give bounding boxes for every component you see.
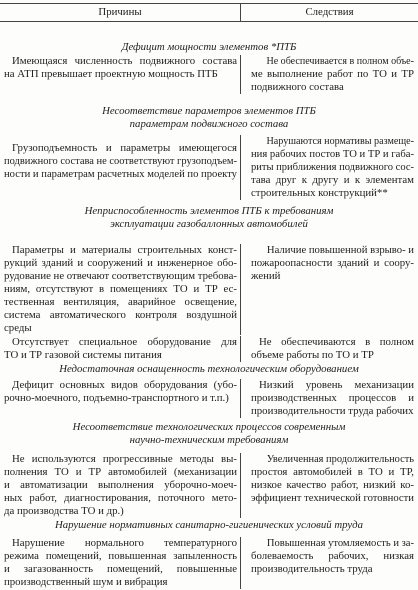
table-body — [0, 41, 418, 589]
table-row — [0, 135, 418, 200]
consequence-text: болеваемость рабочих, низкая — [251, 550, 414, 562]
cause-text: и автоматизации выполнения уборочно-моеч- — [4, 479, 237, 491]
consequence-text: ния рабочих постов ТО и ТР и габа- — [251, 148, 414, 160]
cause-text: режима помещений, повышенная запыленность — [4, 550, 237, 562]
consequence-text-line — [251, 161, 414, 174]
consequence-cell — [240, 135, 418, 200]
cause-text: Дефицит основных видов оборудования (убо- — [12, 379, 237, 391]
cause-text: ниям, отсутствуют в помещениях ТО и ТР ес- — [4, 283, 237, 295]
table-row — [0, 336, 418, 362]
consequence-text-line — [251, 244, 414, 257]
section-heading-line: Дефицит мощности элементов *ПТБ — [121, 41, 297, 53]
consequence-text-line — [251, 270, 414, 283]
cause-text-line — [4, 479, 237, 492]
cause-text: рукций зданий и сооружений и инженерное обо- — [4, 257, 237, 269]
consequence-text: Увеличенная продолжительность — [266, 453, 414, 465]
cause-text: тественная вентиляция, аварийное освещение, — [4, 296, 237, 308]
cause-text-line — [4, 283, 237, 296]
consequence-text: Повышенная утомляемость и за- — [266, 537, 414, 549]
cause-text-line — [4, 505, 237, 518]
cause-text: среды — [4, 322, 32, 334]
section-heading-line: Неприспособленность элементов ПТБ к требованиям — [84, 205, 334, 217]
consequence-text-line — [251, 148, 414, 161]
cause-text: Грузоподъемность и параметры имеющегося — [12, 142, 237, 154]
cause-text-line — [4, 168, 237, 181]
cause-text: да производства ТО и др.) — [4, 505, 124, 517]
cause-cell — [0, 244, 240, 335]
table-header-row — [0, 3, 418, 22]
cause-text-line — [4, 336, 237, 349]
consequence-text: Нарушаются нормативы размеще- — [266, 135, 414, 147]
cause-cell — [0, 537, 240, 589]
consequence-text-line — [251, 135, 414, 148]
consequence-text-line — [251, 349, 414, 362]
cause-text: ных работ, диагностирования, поточного мето- — [4, 492, 237, 504]
cause-text-line — [4, 466, 237, 479]
cause-text: Имеющаяся численность подвижного состава — [12, 55, 237, 67]
consequence-text-line — [251, 550, 414, 563]
cause-text: подвижного состава не соответствуют грузоподъем- — [4, 155, 237, 167]
cause-text-line — [4, 322, 237, 335]
cause-text-line — [4, 576, 237, 589]
consequence-text: производственных процессов и — [251, 392, 414, 404]
cause-text-line — [4, 550, 237, 563]
cause-text-line — [4, 379, 237, 392]
consequence-text-line — [251, 563, 414, 576]
consequence-text: Низкий уровень механизации — [259, 379, 414, 391]
section-heading-line: научно-техническим требованиям — [129, 434, 289, 446]
consequence-cell — [240, 336, 418, 362]
consequence-cell — [240, 55, 418, 94]
consequence-text-line — [251, 492, 414, 505]
consequence-text-line — [251, 379, 414, 392]
cause-text-line — [4, 492, 237, 505]
consequence-text: Не обеспечивается в полном объе- — [266, 55, 414, 67]
consequence-text: пожароопасности зданий и соору- — [251, 257, 414, 269]
consequence-text: производительность труда — [251, 563, 373, 575]
cause-text: на АТП превышает проектную мощность ПТБ — [4, 68, 218, 80]
cause-text-line — [4, 68, 237, 81]
cause-text-line — [4, 453, 237, 466]
consequence-text-line — [251, 405, 414, 418]
section-heading — [0, 41, 418, 54]
consequence-cell — [240, 244, 418, 335]
cause-text-line — [4, 349, 237, 362]
section-heading — [0, 205, 418, 231]
consequence-text-line — [251, 68, 414, 81]
section-heading-line: Несоответствие технологических процессов современным — [72, 421, 346, 433]
cause-text-line — [4, 537, 237, 550]
consequence-text: простоя автомобилей в ТО и ТР, — [251, 466, 414, 478]
section-heading — [0, 519, 418, 532]
consequence-text-line — [251, 257, 414, 270]
consequence-text-line — [251, 55, 414, 68]
cause-text-line — [4, 142, 237, 155]
section-heading — [0, 105, 418, 131]
section-heading — [0, 421, 418, 447]
consequence-text: риты приближения подвижного сос- — [251, 161, 414, 173]
consequence-text: ме выполнение работ по ТО и ТР — [251, 68, 414, 80]
cause-text-line — [4, 270, 237, 283]
cause-cell — [0, 135, 240, 200]
causes-consequences-table — [0, 3, 418, 589]
cause-cell — [0, 55, 240, 94]
cause-text: Нарушение нормального температурного — [12, 537, 237, 549]
consequence-text-line — [251, 187, 414, 200]
cause-text-line — [4, 392, 237, 405]
cause-text: и загазованность помещений, повышенные — [4, 563, 237, 575]
consequence-cell — [240, 379, 418, 418]
consequence-cell — [240, 537, 418, 589]
section-heading — [0, 363, 418, 376]
cause-text: полнения ТО и ТР автомобилей (механизации — [4, 466, 237, 478]
consequence-text: тава друг к другу и к элементам — [251, 174, 414, 186]
consequence-text: производительности труда рабочих — [251, 405, 414, 417]
table-row — [0, 537, 418, 589]
header-consequences: Следствия — [240, 4, 418, 21]
cause-cell — [0, 336, 240, 362]
consequence-text-line — [251, 466, 414, 479]
consequence-text-line — [251, 453, 414, 466]
header-causes: Причины — [98, 6, 142, 18]
table-row — [0, 453, 418, 518]
cause-text-line — [4, 55, 237, 68]
cause-cell — [0, 453, 240, 518]
consequence-text: жений — [251, 270, 281, 282]
consequence-text-line — [251, 537, 414, 550]
cause-text: Не используются прогрессивные методы вы- — [12, 453, 237, 465]
section-heading-line: Несоответствие параметров элементов ПТБ — [102, 105, 316, 117]
table-row — [0, 55, 418, 94]
cause-text-line — [4, 309, 237, 322]
consequence-text-line — [251, 392, 414, 405]
cause-text-line — [4, 155, 237, 168]
cause-text: рудование не отвечают соответствующим требова- — [4, 270, 237, 282]
consequence-text: Наличие повышенной взрыво- и — [266, 244, 414, 256]
cause-text: производственный шум и вибрация — [4, 576, 168, 588]
table-row — [0, 244, 418, 335]
consequence-text: подвижного состава — [251, 81, 344, 93]
consequence-text: эффициент технической готовности — [251, 492, 414, 504]
section-heading-line: эксплуатации газобаллонных автомобилей — [110, 218, 308, 230]
consequence-text: Не обеспечиваются в полном — [259, 336, 414, 348]
cause-text: система автоматического контроля воздушной — [4, 309, 237, 321]
section-heading-line: Недостаточная оснащенность технологическим оборудованием — [59, 363, 359, 375]
consequence-text-line — [251, 81, 414, 94]
cause-text-line — [4, 244, 237, 257]
section-heading-line: параметрам подвижного состава — [129, 118, 289, 130]
cause-text-line — [4, 296, 237, 309]
cause-text: ТО и ТР газовой системы питания — [4, 349, 162, 361]
consequence-text: строительных конструкций** — [251, 187, 388, 199]
cause-text-line — [4, 257, 237, 270]
consequence-text: объеме работы по ТО и ТР — [251, 349, 374, 361]
consequence-text-line — [251, 336, 414, 349]
table-row — [0, 379, 418, 418]
cause-text: Отсутствует специальное оборудование для — [12, 336, 237, 348]
cause-cell — [0, 379, 240, 418]
consequence-cell — [240, 453, 418, 518]
cause-text-line — [4, 563, 237, 576]
section-heading-line: Нарушение нормативных санитарно-гигиенических условий труда — [54, 519, 364, 531]
cause-text: рочно-моечного, подъемно-транспортного и т.п.) — [4, 392, 229, 404]
cause-text: Параметры и материалы строительных конст- — [12, 244, 237, 256]
consequence-text: низкое качество работ, низкий ко- — [251, 479, 414, 491]
cause-text: ности и параметрам расчетных моделей по проекту — [4, 168, 237, 180]
consequence-text-line — [251, 174, 414, 187]
consequence-text-line — [251, 479, 414, 492]
